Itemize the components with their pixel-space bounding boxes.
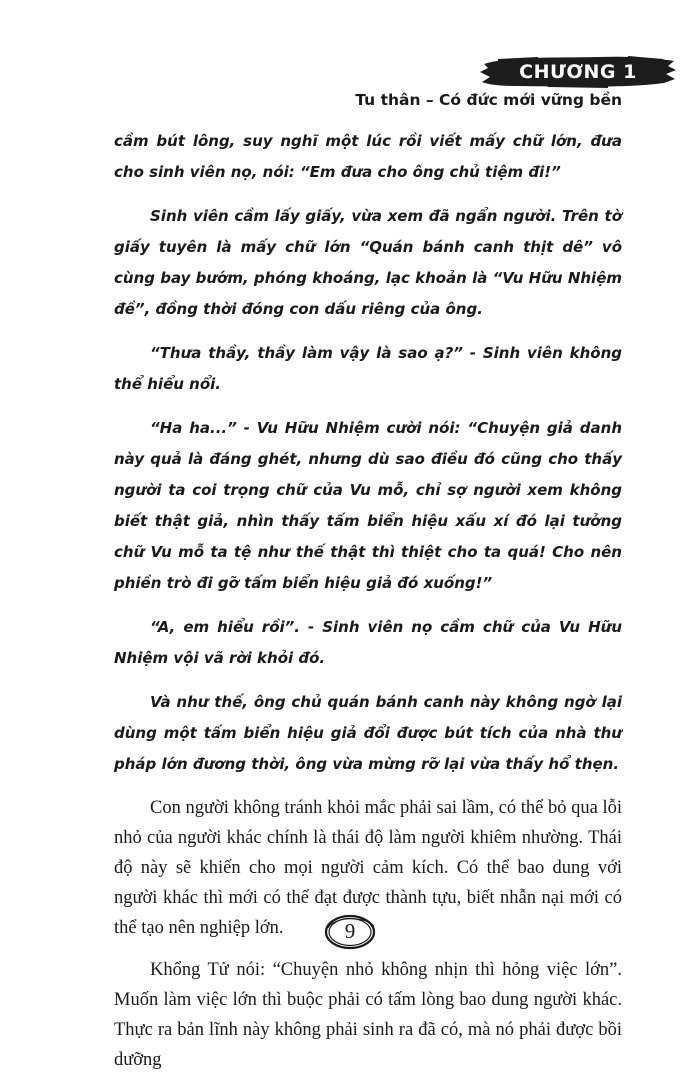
paragraph: Con người không tránh khỏi mắc phải sai lầm, có thể bỏ qua lỗi nhỏ của người khác chính là thái độ làm người khiêm nhường. Thái độ này sẽ khiến cho mọi người cảm kích. Có thể bao dung với người khác thì mới có thể đạt được thành tựu, biết nhẫn nại mới có thể tạo nên nghiệp lớn. (114, 798, 622, 938)
paragraph: Và như thế, ông chủ quán bánh canh này không ngờ lại dùng một tấm biển hiệu giả đổi được bút tích của nhà thư pháp lớn đương thời, ông vừa mừng rỡ lại vừa thấy hổ thẹn. (114, 693, 622, 773)
chapter-subtitle: Tu thân – Có đức mới vững bền (355, 91, 622, 109)
page-number: 9 (344, 919, 356, 943)
paragraph: Sinh viên cầm lấy giấy, vừa xem đã ngẩn người. Trên tờ giấy tuyên là mấy chữ lớn “Quán bánh canh thịt dê” vô cùng bay bướm, phóng khoáng, lạc khoản là “Vu Hữu Nhiệm đề”, đồng thời đóng con dấu riêng của ông. (114, 207, 622, 318)
paragraph: “Thưa thầy, thầy làm vậy là sao ạ?” - Sinh viên không thể hiểu nổi. (114, 344, 622, 393)
paragraph: “Ha ha...” - Vu Hữu Nhiệm cười nói: “Chuyện giả danh này quả là đáng ghét, nhưng dù sao điều đó cũng cho thấy người ta coi trọng chữ của Vu mỗ, chỉ sợ người xem không biết thật giả, nhìn thấy tấm biển hiệu xấu xí đó lại tưởng chữ Vu mỗ ta tệ như thế thật thì thiệt cho ta quá! Cho nên phiền trò đi gỡ tấm biển hiệu giả đó xuống!” (114, 419, 622, 592)
paragraph: “A, em hiểu rồi”. - Sinh viên nọ cầm chữ của Vu Hữu Nhiệm vội vã rời khỏi đó. (114, 618, 622, 667)
paragraph: Khổng Tử nói: “Chuyện nhỏ không nhịn thì hỏng việc lớn”. Muốn làm việc lớn thì buộc phải có tấm lòng bao dung người khác. Thực ra bản lĩnh này không phải sinh ra đã có, mà nó phải được bồi dưỡng (114, 960, 622, 1070)
page-number-badge (322, 912, 378, 952)
paragraph: cầm bút lông, suy nghĩ một lúc rồi viết mấy chữ lớn, đưa cho sinh viên nọ, nói: “Em đưa cho ông chủ tiệm đi!” (114, 132, 622, 181)
chapter-label: CHƯƠNG 1 (519, 61, 637, 83)
chapter-banner (478, 52, 678, 92)
